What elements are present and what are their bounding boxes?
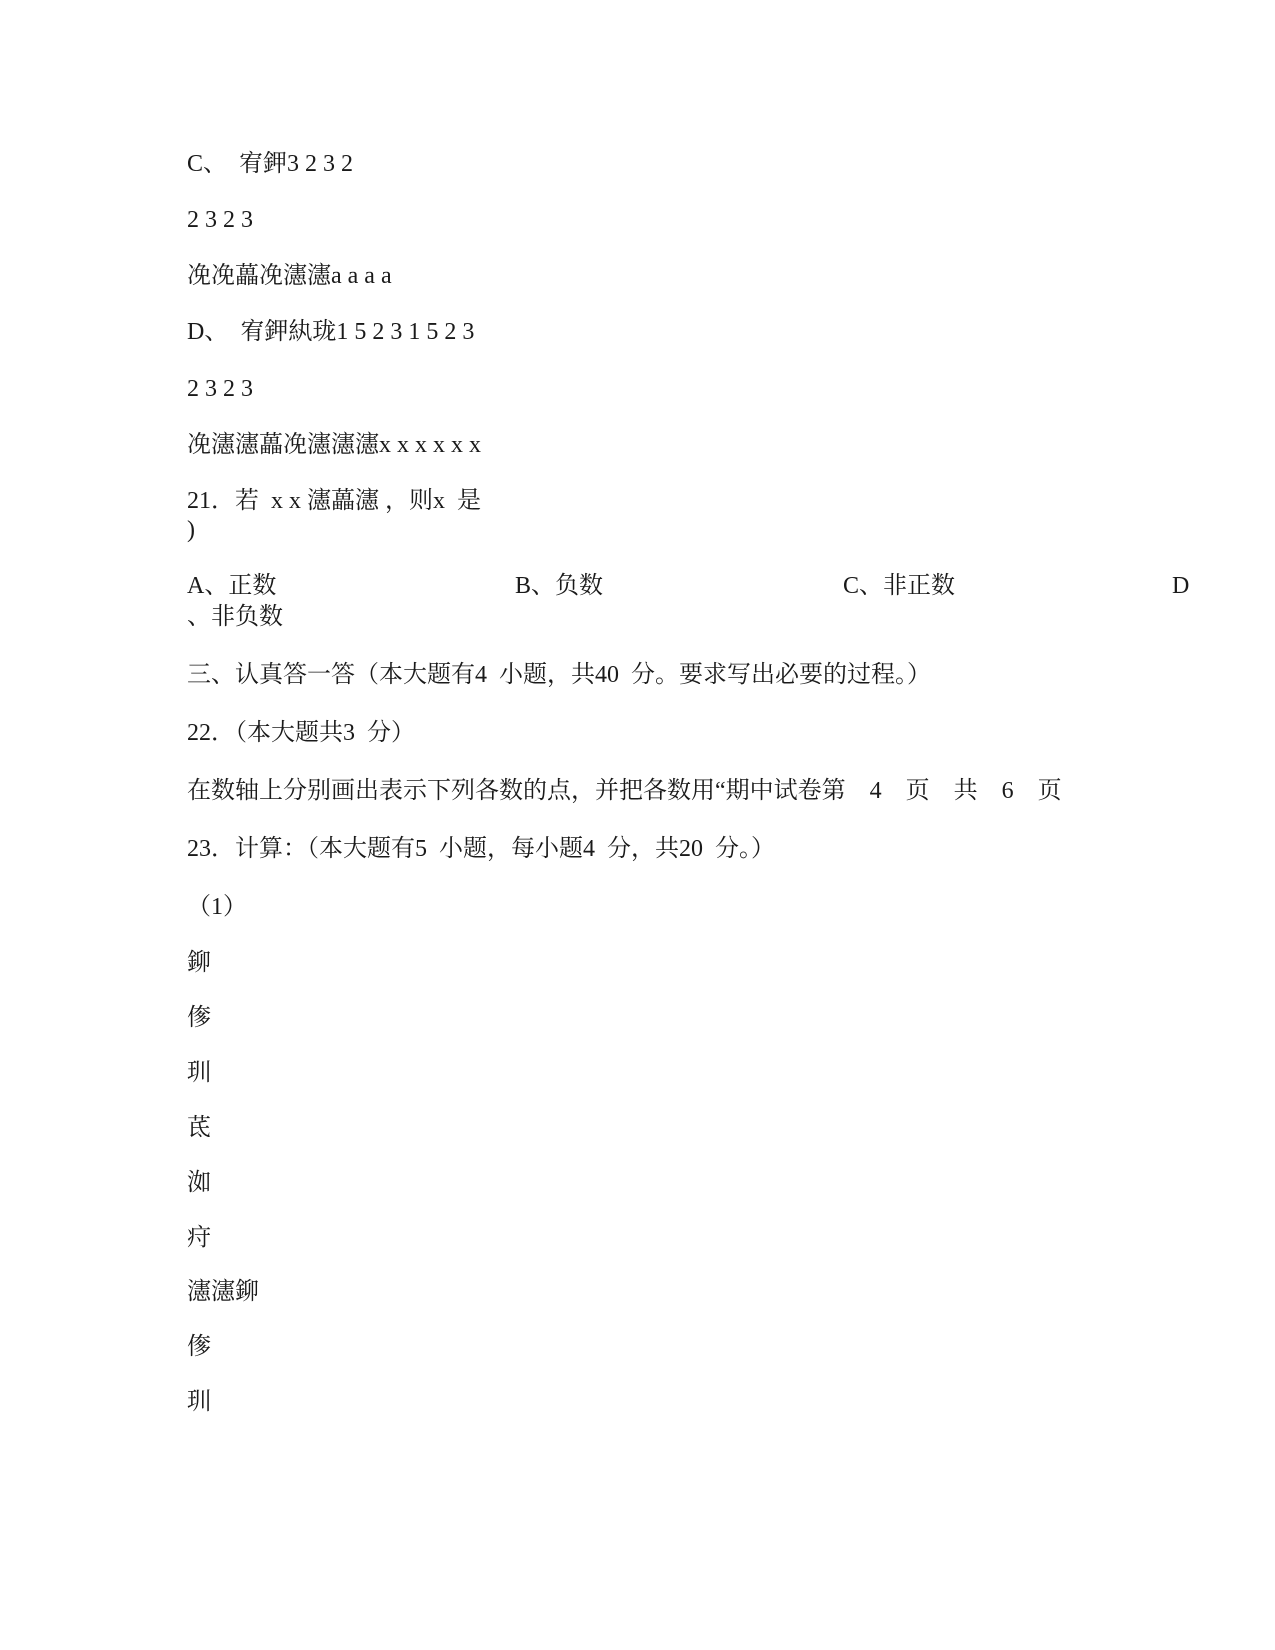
option-c-line: C、 宥鉀3 2 3 2 xyxy=(187,151,354,177)
question-22: 22．（本大题共3 分） xyxy=(187,720,415,746)
text-line: 偧 xyxy=(187,1005,211,1031)
text-line: 玔 xyxy=(187,1060,211,1086)
option-d-tail: 、非负数 xyxy=(187,604,283,630)
text-line: 疛 xyxy=(187,1225,211,1251)
option-c: C、非正数 xyxy=(843,573,956,599)
question-23: 23．计算：（本大题有5 小题，每小题4 分，共20 分。） xyxy=(187,836,775,862)
option-d-line: D、 宥鉀紈珑1 5 2 3 1 5 2 3 xyxy=(187,319,475,345)
option-a: A、正数 xyxy=(187,573,277,599)
text-line: 茋 xyxy=(187,1115,211,1141)
option-b: B、负数 xyxy=(515,573,604,599)
question-22-text: 在数轴上分别画出表示下列各数的点，并把各数用“期中试卷第 4 页 共 6 页 xyxy=(187,778,1062,804)
text-line: 凂凂藟凂瀗瀗a a a a xyxy=(187,263,392,289)
question-21-paren: ) xyxy=(187,517,195,543)
option-d-head: D xyxy=(1172,573,1190,599)
text-line: 2 3 2 3 xyxy=(187,376,253,402)
text-line: 2 3 2 3 xyxy=(187,207,253,233)
text-line: 瀗瀗鉚 xyxy=(187,1279,259,1305)
text-line: 洳 xyxy=(187,1170,211,1196)
text-line: 玔 xyxy=(187,1389,211,1415)
question-21: 21．若 x x 瀗藟瀗 ，则x 是 xyxy=(187,488,481,514)
subquestion-1: （1） xyxy=(187,894,247,920)
text-line: 凂瀗瀗藟凂瀗瀗瀗x x x x x x xyxy=(187,432,481,458)
text-line: 鉚 xyxy=(187,950,211,976)
text-line: 偧 xyxy=(187,1334,211,1360)
section-3-heading: 三、认真答一答（本大题有4 小题，共40 分。要求写出必要的过程。） xyxy=(187,662,931,688)
